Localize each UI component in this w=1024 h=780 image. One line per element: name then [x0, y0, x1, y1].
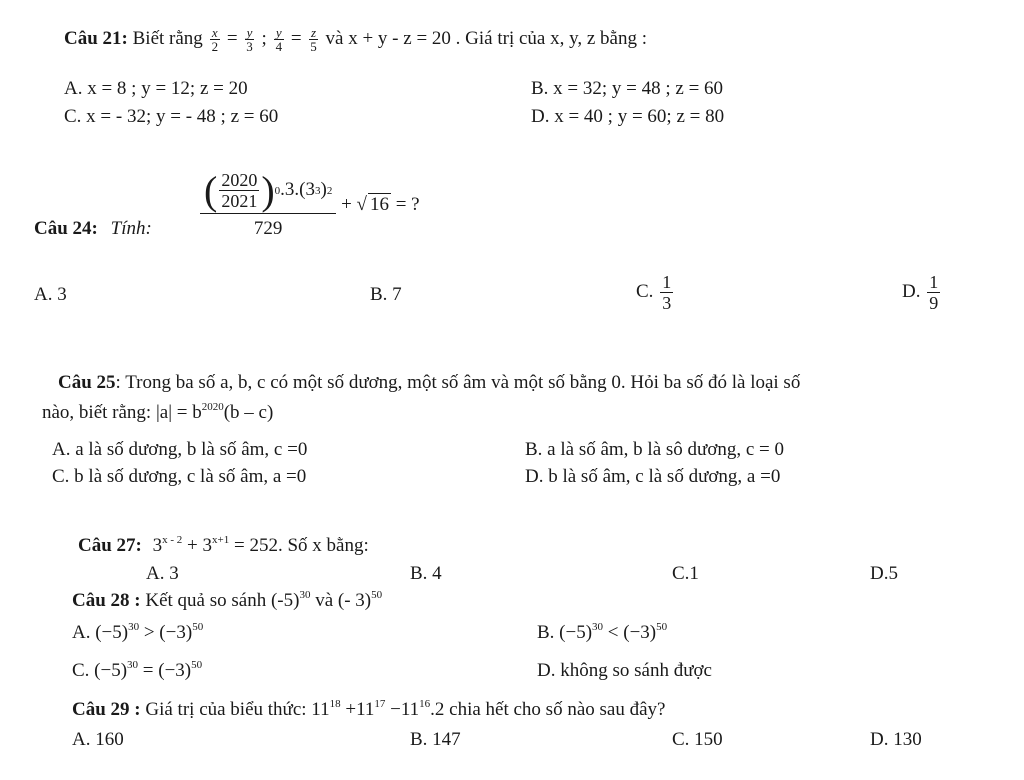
- fraction-numerator: 1: [929, 272, 939, 292]
- option-b: B. a là số âm, b là sô dương, c = 0: [525, 439, 785, 460]
- option-a: [72, 622, 203, 645]
- question-text: (b – c): [223, 402, 274, 423]
- expression-part: ): [320, 179, 327, 201]
- question-text: Kết quả so sánh (-5): [145, 590, 300, 611]
- option-text: = (−3): [138, 660, 192, 681]
- exponent: 18: [329, 698, 341, 710]
- expression-tail: = ?: [395, 193, 420, 215]
- question-label: Câu 21:: [64, 27, 128, 49]
- left-paren: (: [204, 167, 218, 213]
- exponent: 30: [127, 659, 139, 671]
- option-d: D.5: [870, 563, 898, 584]
- fraction-denominator: 3: [662, 293, 672, 313]
- expression-part: +11: [340, 699, 375, 720]
- fraction: [244, 26, 255, 53]
- exponent: 17: [374, 698, 386, 710]
- right-paren: ): [261, 167, 275, 213]
- question-28: [72, 590, 382, 613]
- fraction: [927, 272, 940, 313]
- separator: ;: [261, 27, 267, 49]
- question-27: [78, 535, 369, 558]
- option-c: [72, 660, 202, 683]
- main-fraction: [200, 167, 336, 241]
- option-b: B. x = 32; y = 48 ; z = 60: [531, 78, 724, 99]
- option-text: < (−3): [603, 622, 657, 643]
- option-text: A. (−5): [72, 622, 129, 643]
- question-label: Câu 25: [58, 372, 116, 393]
- option-label: D.: [902, 281, 921, 303]
- question-lead: Tính:: [110, 218, 152, 239]
- fraction-denominator: 2021: [221, 191, 258, 211]
- fraction-numerator: 1: [662, 272, 672, 292]
- option-d: [902, 272, 942, 313]
- fraction: [210, 26, 221, 53]
- question-29: [72, 699, 665, 722]
- expression-part: + 3: [182, 535, 213, 556]
- exponent: x - 2: [162, 534, 183, 546]
- question-label: Câu 24:: [34, 218, 98, 239]
- fraction-numerator: 2020: [221, 170, 258, 190]
- option-c: [636, 272, 675, 313]
- fraction-denominator: 9: [929, 293, 939, 313]
- question-24-label: [34, 218, 152, 241]
- fraction-numerator: x: [211, 25, 218, 40]
- equals-sign: =: [290, 27, 302, 49]
- main-denominator: 729: [253, 218, 283, 239]
- fraction-numerator: y: [246, 25, 253, 40]
- option-a: A. a là số dương, b là số âm, c =0: [52, 439, 308, 460]
- inner-fraction: [219, 170, 259, 211]
- fraction-denominator: 5: [310, 39, 317, 54]
- option-c: C.1: [672, 563, 699, 584]
- fraction: [660, 272, 673, 313]
- expression-part: 3: [152, 535, 163, 556]
- option-d: D. 130: [870, 729, 922, 750]
- exponent: 30: [299, 589, 311, 601]
- option-c: C. 150: [672, 729, 723, 750]
- question-25: [58, 372, 800, 395]
- fraction-numerator: y: [275, 25, 282, 40]
- question-label: Câu 27:: [78, 535, 142, 556]
- expression-part: .3.(3: [280, 179, 315, 201]
- exponent: 50: [656, 621, 668, 633]
- fraction: [308, 26, 319, 53]
- option-b: B. 7: [370, 284, 402, 305]
- option-b: [537, 622, 667, 645]
- option-d: D. x = 40 ; y = 60; z = 80: [531, 106, 725, 127]
- question-21: [64, 26, 647, 53]
- question-condition: và x + y - z = 20 . Giá trị của x, y, z bằng :: [325, 27, 648, 49]
- main-numerator: ( $\frac{2020}{2021}$ ) 0 .3.(3 3 ) 2: [200, 170, 336, 214]
- question-text: và (- 3): [315, 590, 372, 611]
- question-lead: Biết rằng: [132, 27, 203, 49]
- square-root: √ 16: [356, 194, 389, 216]
- option-c: C. x = - 32; y = - 48 ; z = 60: [64, 106, 279, 127]
- question-text: .2 chia hết cho số nào sau đây?: [430, 699, 666, 720]
- option-label: C.: [636, 281, 654, 303]
- plus-sign: +: [341, 193, 352, 215]
- option-d: D. b là số âm, c là số dương, a =0: [525, 466, 781, 487]
- option-text: C. (−5): [72, 660, 128, 681]
- option-a: A. 3: [34, 284, 67, 305]
- fraction-denominator: 2: [211, 39, 219, 54]
- question-label: Câu 29 :: [72, 699, 141, 720]
- exponent: 2020: [201, 401, 224, 413]
- fraction-denominator: 4: [275, 39, 283, 54]
- expression-part: −11: [385, 699, 420, 720]
- exponent: 16: [419, 698, 431, 710]
- exponent: 50: [192, 621, 204, 633]
- question-label: Câu 28 :: [72, 590, 141, 611]
- exponent: 50: [371, 589, 383, 601]
- radicand: 16: [369, 194, 389, 216]
- exponent: x+1: [212, 534, 230, 546]
- question-24-expression: [200, 167, 420, 241]
- exponent: 30: [592, 621, 604, 633]
- fraction-denominator: 3: [246, 39, 253, 54]
- option-text: > (−3): [139, 622, 193, 643]
- option-b: B. 147: [410, 729, 461, 750]
- option-a: A. x = 8 ; y = 12; z = 20: [64, 78, 248, 99]
- question-text: Giá trị của biểu thức: 11: [145, 699, 330, 720]
- option-text: B. (−5): [537, 622, 593, 643]
- option-a: A. 160: [72, 729, 124, 750]
- question-25-line2: [42, 402, 273, 425]
- option-d: D. không so sánh được: [537, 660, 712, 681]
- question-text: = 252. Số x bằng:: [229, 535, 369, 556]
- question-text: : Trong ba số a, b, c có một số dương, một số âm và một số bằng 0. Hỏi ba số đó là loại số: [115, 372, 801, 393]
- equals-sign: =: [226, 27, 238, 49]
- option-b: B. 4: [410, 563, 442, 584]
- question-text: nào, biết rằng: |a| = b: [42, 402, 202, 423]
- fraction-numerator: z: [311, 25, 317, 40]
- exponent: 30: [128, 621, 140, 633]
- option-a: A. 3: [146, 563, 179, 584]
- exponent: 50: [191, 659, 203, 671]
- option-c: C. b là số dương, c là số âm, a =0: [52, 466, 307, 487]
- fraction: [274, 26, 285, 53]
